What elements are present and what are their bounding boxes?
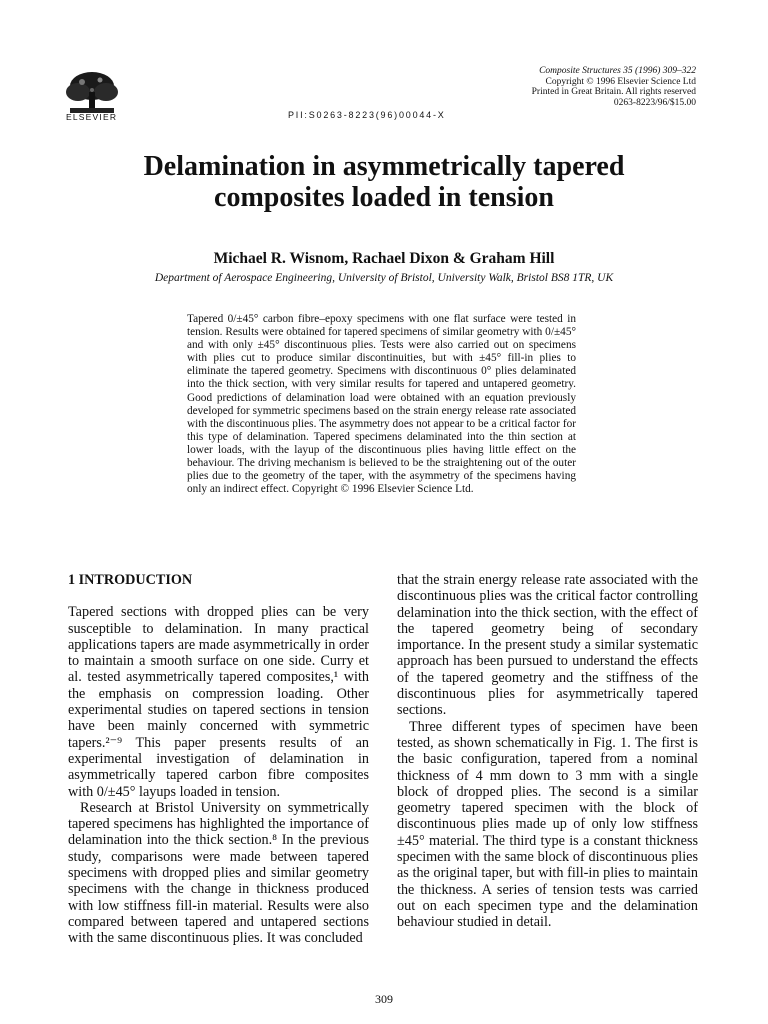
intro-paragraph-1: Tapered sections with dropped plies can be very susceptible to delamination. In many practical applications tapers are made asymmetrically in order to maintain a smooth surface on one side. Curry et al. tested asymmetrically tapered composites,¹ with the emphasis on compression loading. Other experimental studies on tapered sections in tension have been mainly concerned with symmetric tapers.²⁻⁹ This paper presents results of an experimental investigation of delamination in asymmetrically tapered carbon fibre composites with 0/±45° layups loaded in tension. [68,604,369,800]
printed-line: Printed in Great Britain. All rights reserved [531,87,696,97]
journal-citation: Composite Structures 35 (1996) 309–322 [539,66,696,76]
copyright-line: Copyright © 1996 Elsevier Science Ltd [545,76,696,87]
right-column [397,572,698,931]
pii-code: PII:S0263-8223(96)00044-X [288,110,446,120]
paper-title [0,151,768,213]
intro-paragraph-2: Research at Bristol University on symmetrically tapered specimens has highlighted the importance of delamination into the thick section.⁸ In the previous study, comparisons were made between tapered specimens with dropped plies and similar geometry specimens with the change in thickness produced with low stiffness fill-in material. Results were also compared between tapered and untapered sections with the same discontinuous plies. It was concluded [68,799,369,947]
affiliation: Department of Aerospace Engineering, University of Bristol, University Walk, Bristol BS8 1TR, UK [154,272,614,284]
title-line-1: Delamination in asymmetrically tapered [143,151,625,182]
intro-paragraph-3: that the strain energy release rate associated with the discontinuous plies was the critical factor controlling delamination into the thick section, with the effect of the tapered geometry being of secondary importance. In the present study a similar systematic approach has been pursued to understand the effects of the tapered geometry and the stiffness of the discontinuous plies for asymmetrically tapered sections. [397,572,699,719]
intro-paragraph-4: Three different types of specimen have been tested, as shown schematically in Fig. 1. The first is the basic configuration, tapered from a nominal thickness of 4 mm down to 3 mm with a single block of dropped plies. The second is a similar geometry tapered specimen with the block of discontinuous plies made up of only low stiffness ±45° material. The third type is a constant thickness specimen with the same block of discontinuous plies as the original taper, but with fill-in plies to maintain the thickness. A series of tension tests was carried out on each specimen type and the delamination behaviour studied in detail. [397,718,698,931]
abstract: Tapered 0/±45° carbon fibre–epoxy specimens with one flat surface were tested in tension. Results were obtained for tapered specimens of similar geometry with 0/±45° and with only ±45° discontinuous plies. Tests were also carried out on specimens with plies cut to produce similar discontinuities, but with ±45° fill-in plies to eliminate the tapered geometry. Specimens with discontinuous 0° plies delaminated into the thick section, with very similar results for tapered and untapered geometry. Good predictions of delamination load were obtained with an equation previously developed for symmetric specimens based on the strain energy release rate associated with the discontinuous plies. The asymmetry does not appear to be a critical factor for this type of delamination. Tapered specimens delaminated into the thin section at lower loads, with the layup of the discontinuous plies having little effect on the behaviour. The driving mechanism is believed to be the straightening out of the outer plies due to the geometry of the taper, with the asymmetry of the specimens having only an indirect effect. Copyright © 1996 Elsevier Science Ltd. [187,313,576,496]
elsevier-tree-logo-icon [62,70,122,116]
authors: Michael R. Wisnom, Rachael Dixon & Graham Hill [213,250,555,267]
title-line-2: composites loaded in tension [214,182,554,213]
journal-metadata [532,66,696,108]
publisher-name: ELSEVIER [66,112,118,122]
left-column [68,572,369,947]
issn-line: 0263-8223/96/$15.00 [613,97,696,108]
page-number: 309 [375,992,393,1006]
section-heading: 1 INTRODUCTION [68,572,193,588]
